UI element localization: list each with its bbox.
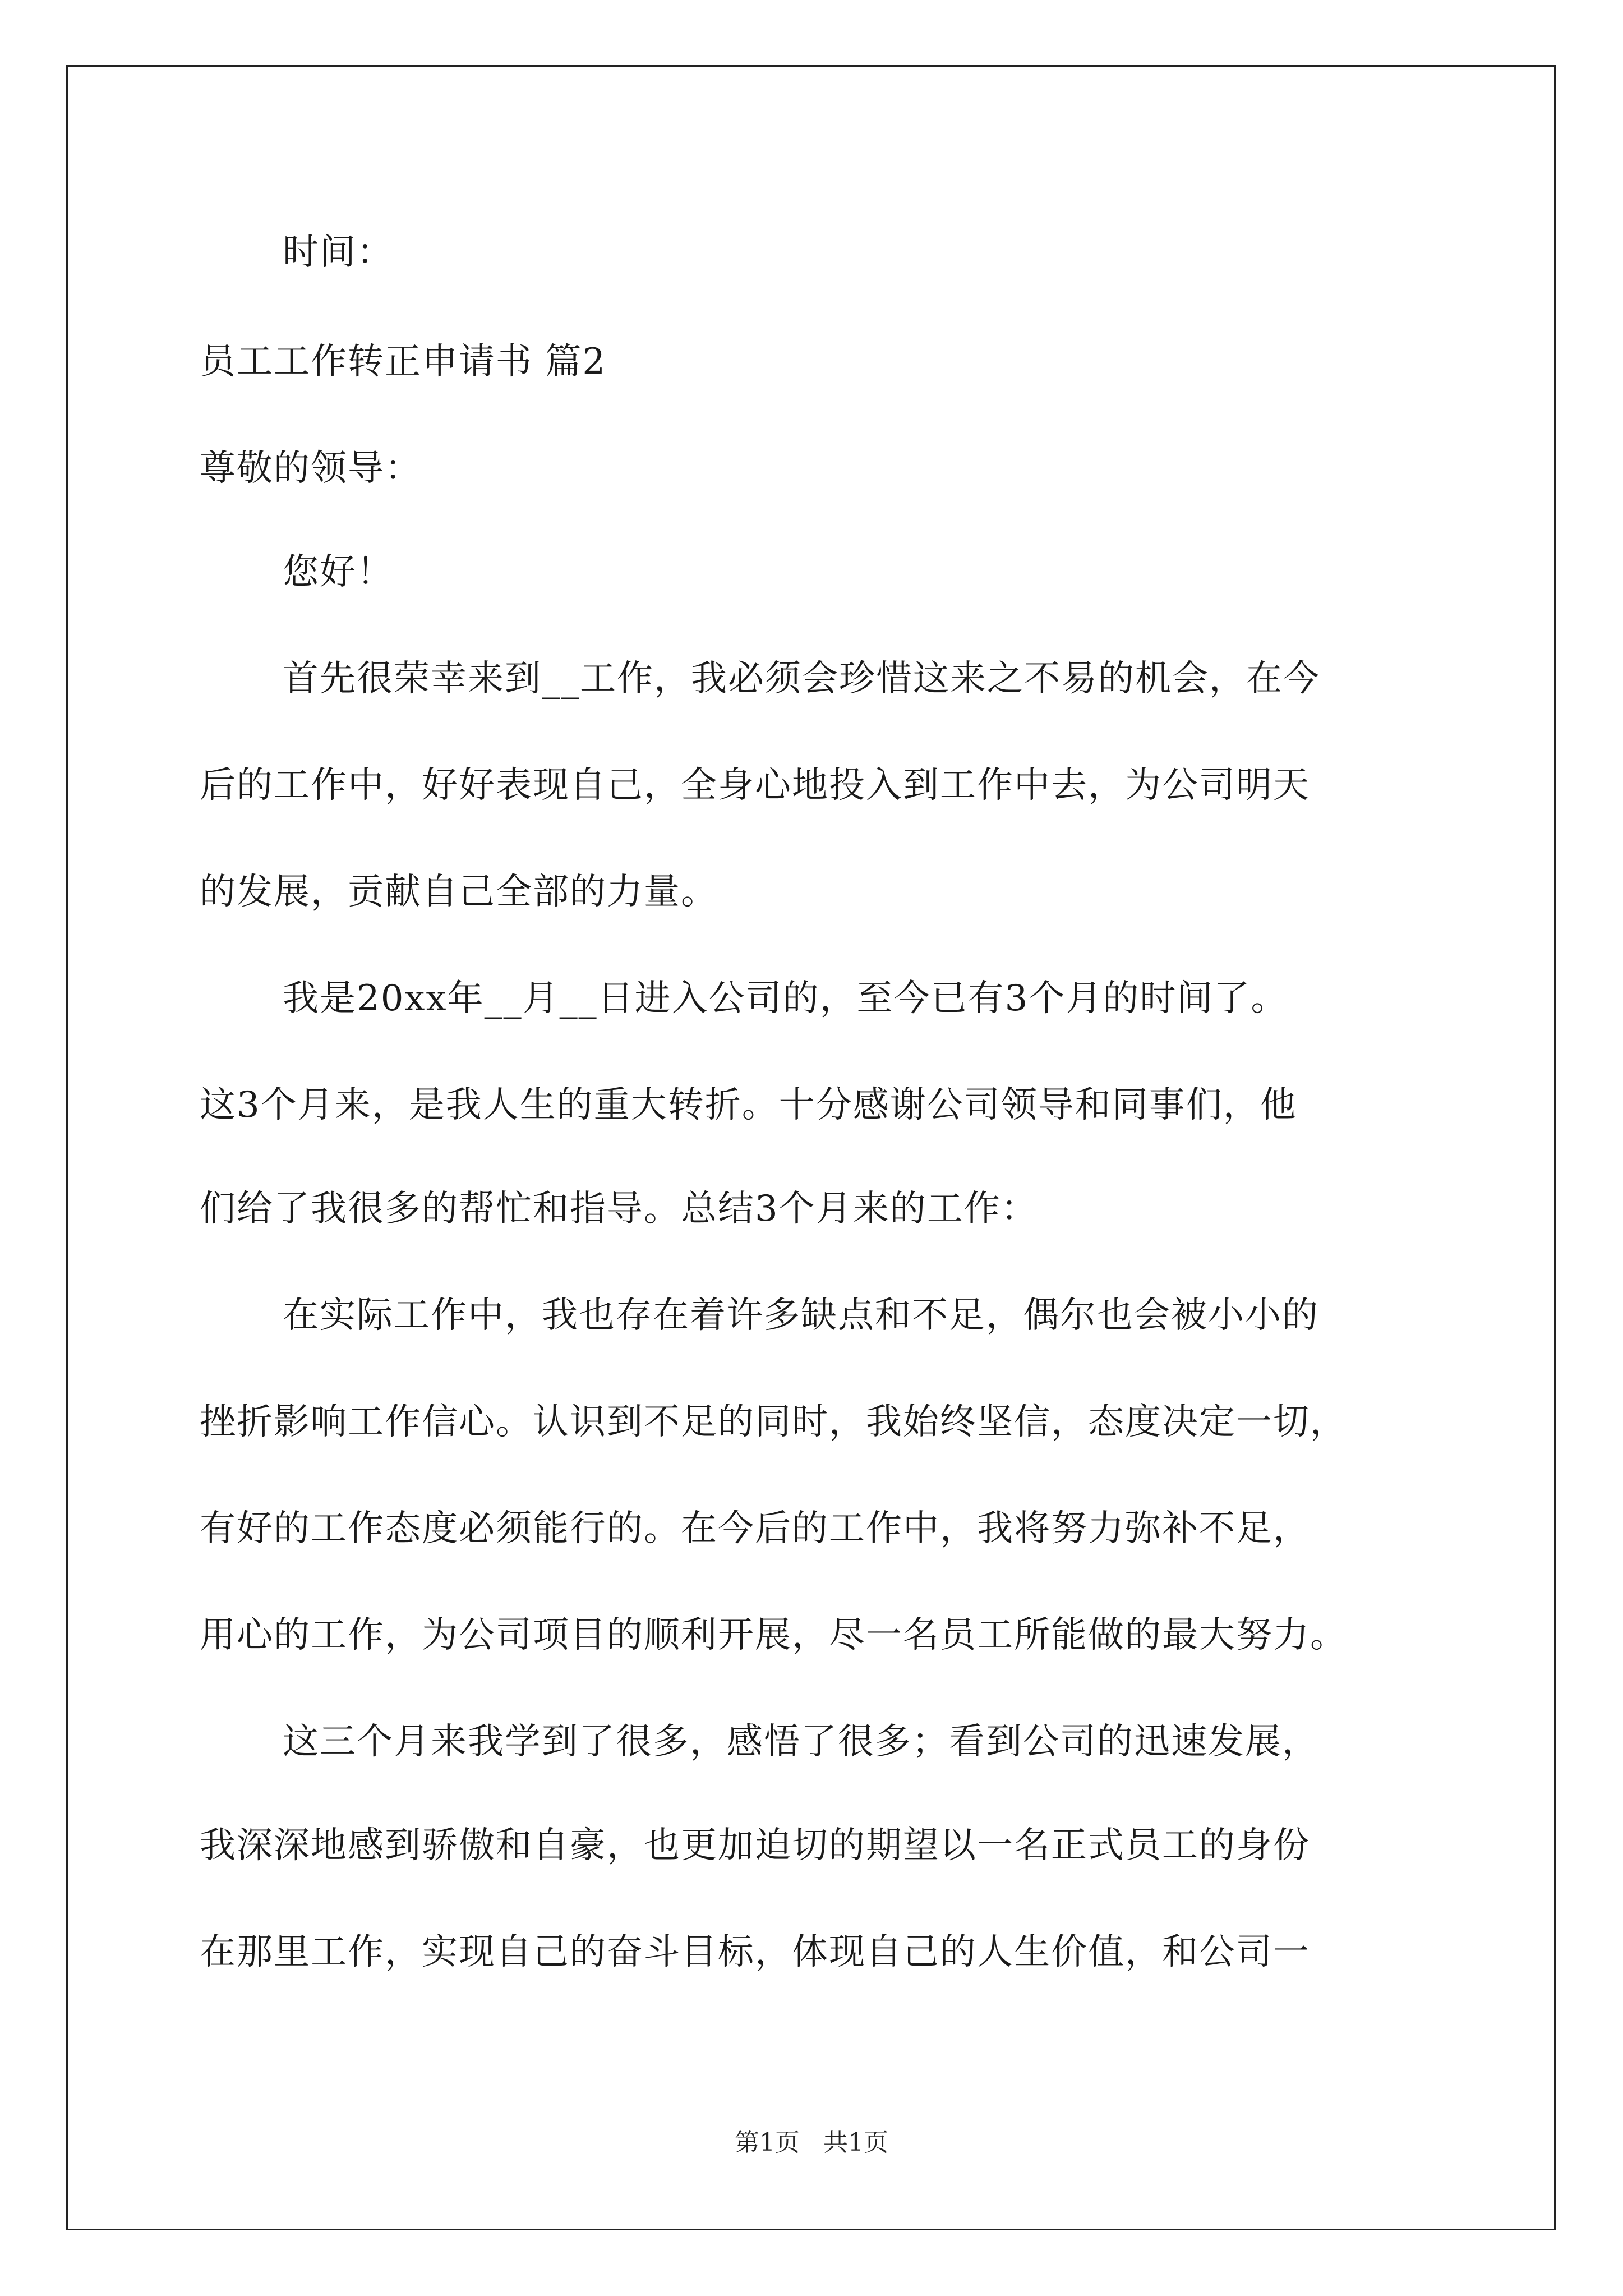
paragraph-3-line-4: 用心的工作，为公司项目的顺利开展，尽一名员工所能做的最大努力。 [200,1614,1347,1656]
paragraph-3-line-2: 挫折影响工作信心。认识到不足的同时，我始终坚信，态度决定一切， [200,1401,1347,1443]
paragraph-3-line-1: 在实际工作中，我也存在着许多缺点和不足，偶尔也会被小小的 [283,1295,1319,1336]
greeting: 您好！ [283,551,394,593]
paragraph-4-line-3: 在那里工作，实现自己的奋斗目标，体现自己的人生价值，和公司一 [200,1931,1310,1973]
document-title: 员工工作转正申请书 篇2 [200,341,607,383]
paragraph-1-line-3: 的发展，贡献自己全部的力量。 [200,871,718,913]
time-label: 时间： [283,232,394,273]
paragraph-1-line-2: 后的工作中，好好表现自己，全身心地投入到工作中去，为公司明天 [200,765,1310,806]
paragraph-2-line-1: 我是20xx年__月__日进入公司的，至今已有3个月的时间了。 [283,978,1288,1019]
page-number-footer: 第1页 共1页 [735,2128,888,2157]
paragraph-2-line-3: 们给了我很多的帮忙和指导。总结3个月来的工作： [200,1188,1038,1230]
salutation: 尊敬的领导： [200,448,422,489]
paragraph-1-line-1: 首先很荣幸来到__工作，我必须会珍惜这来之不易的机会，在今 [283,658,1320,700]
paragraph-4-line-1: 这三个月来我学到了很多，感悟了很多；看到公司的迅速发展， [283,1721,1319,1763]
paragraph-3-line-3: 有好的工作态度必须能行的。在今后的工作中，我将努力弥补不足， [200,1508,1310,1549]
paragraph-4-line-2: 我深深地感到骄傲和自豪，也更加迫切的期望以一名正式员工的身份 [200,1825,1310,1866]
page-border [66,65,1556,2230]
paragraph-2-line-2: 这3个月来，是我人生的重大转折。十分感谢公司领导和同事们，他 [200,1084,1297,1126]
